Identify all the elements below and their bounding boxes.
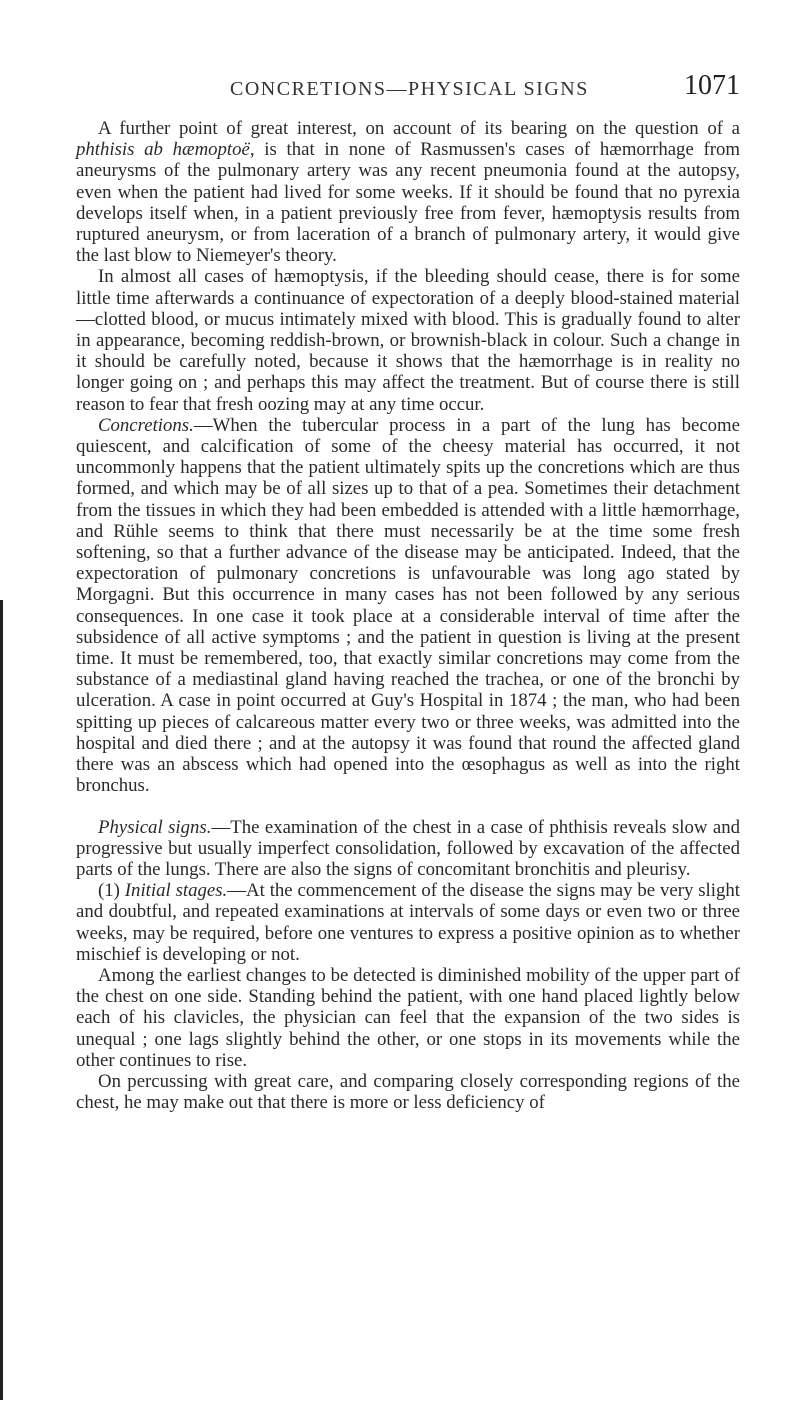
paragraph-aneurysm: A further point of great interest, on account of its bearing on the question of a phthisis ab hæmoptoë, is that in none of Rasmussen's cases of hæmorrhage from aneurysms of the pulmonary artery was any recent pneumonia found at the autopsy, even when the patient had lived for some weeks. If it should be found that no pyrexia develops itself when, in a patient previously free from fever, hæmoptysis results from ruptured aneurysm, or from laceration of a branch of pulmonary artery, it would give the last blow to Niemeyer's theory. bbox=[76, 118, 740, 267]
page-header bbox=[60, 70, 740, 101]
paragraph-percussing: On percussing with great care, and comparing closely corresponding regions of the chest, he may make out that there is more or less deficiency of bbox=[76, 1070, 740, 1114]
page-edge-shadow bbox=[0, 600, 3, 1400]
runin-heading-physical-signs: Physical signs. bbox=[98, 816, 212, 838]
paragraph-physical-signs: Physical signs.—The examination of the chest in a case of phthisis reveals slow and progressive but usually imperfect consolidation, followed by excavation of the affected parts of the lungs. There are also the signs of concomitant bronchitis and pleurisy. bbox=[76, 816, 740, 880]
runin-heading-concretions: Concretions. bbox=[98, 414, 194, 436]
paragraph-mobility: Among the earliest changes to be detected is diminished mobility of the upper part of the chest on one side. Standing behind the patient, with one hand placed lightly below each of his clavicles, the physician can feel that the expansion of the two sides is unequal ; one lags slightly behind the other, or one stops in its movements while the other continues to rise. bbox=[76, 964, 740, 1071]
page-number: 1071 bbox=[684, 70, 740, 101]
paragraph-haemoptysis: In almost all cases of hæmoptysis, if the bleeding should cease, there is for some little time afterwards a continuance of expectoration of a deeply blood-stained material—clotted blood, or mucus intimately mixed with blood. This is gradually found to alter in appearance, becoming reddish-brown, or brownish-black in colour. Such a change in it should be carefully noted, because it shows that the hæmorrhage is in reality no longer going on ; and perhaps this may affect the treatment. But of course there is still reason to fear that fresh oozing may at any time occur. bbox=[76, 266, 740, 415]
paragraph-concretions: Concretions.—When the tubercular process in a part of the lung has become quiescent, and calcification of some of the cheesy material has occurred, it not uncommonly happens that the patient ultimately spits up the concretions which are thus formed, and which may be of all sizes up to that of a pea. Sometimes their detachment from the tissues in which they had been embedded is attended with a little hæmorrhage, and Rühle seems to think that there must necessarily be at the time some fresh softening, so that a further advance of the disease may be anticipated. Indeed, that the expectoration of pulmonary concretions is unfavourable was long ago stated by Morgagni. But this occurrence in many cases has not been followed by any serious consequences. In one case it took place at a considerable interval of time after the subsidence of all active symptoms ; and the patient in question is living at the present time. It must be remembered, too, that exactly similar concretions may come from the substance of a mediastinal gland having reached the trachea, or one of the bronchi by ulceration. A case in point occurred at Guy's Hospital in 1874 ; the man, who had been spitting up pieces of calcareous matter every two or three weeks, was admitted into the hospital and died there ; and at the autopsy it was found that round the affected gland there was an abscess which had opened into the œsophagus as well as into the right bronchus. bbox=[76, 414, 740, 797]
runin-heading-initial-stages: Initial stages. bbox=[124, 880, 228, 902]
paragraph-initial-stages: (1) Initial stages.—At the commencement of the disease the signs may be very slight and doubtful, and repeated examinations at intervals of some days or even two or three weeks, may be required, before one ventures to express a positive opinion as to whether mischief is developing or not. bbox=[76, 880, 740, 965]
body-text bbox=[76, 118, 740, 1113]
running-head: CONCRETIONS—PHYSICAL SIGNS bbox=[230, 78, 589, 100]
